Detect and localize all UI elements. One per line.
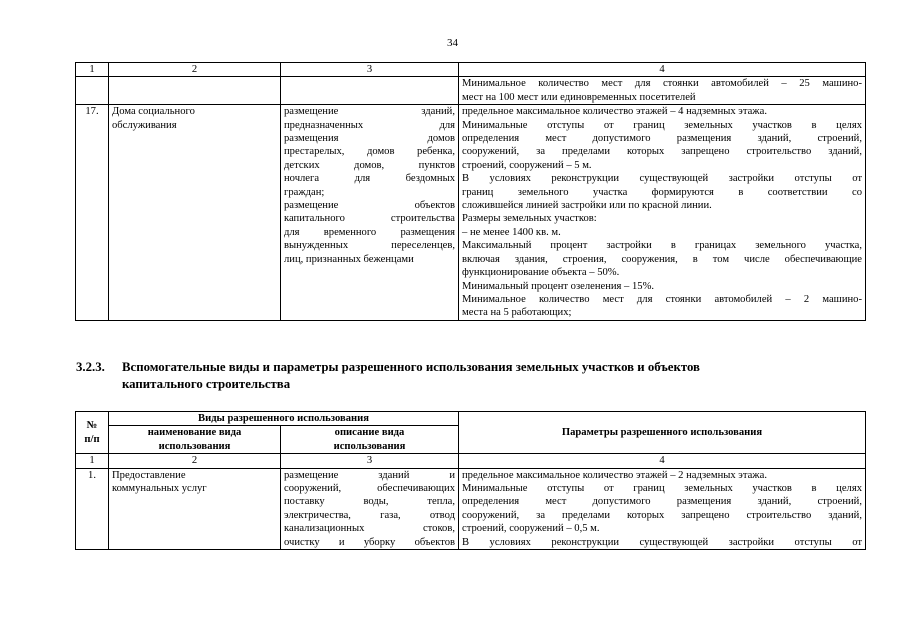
cell-empty (109, 77, 281, 105)
text-line: граждан; (284, 186, 325, 198)
section-title-line-2: капитального строительства (122, 377, 291, 391)
text-line: размещение зданий, (284, 106, 455, 118)
table-row-1 (76, 468, 866, 549)
col-number-2: 2 (109, 63, 281, 77)
text-line: размещение объектов (284, 200, 455, 212)
text-line: обслуживания (112, 119, 177, 131)
text-line: сложившейся линией застройки или по красной линии. (462, 200, 712, 212)
text-line: места на 5 работающих; (462, 307, 572, 319)
text-line: сооружений, за пределами которых запрещено строительство зданий, (462, 146, 862, 158)
text-line: определения мест допустимого размещения зданий, строений, (462, 133, 862, 145)
table-header-row (76, 63, 866, 77)
text-line: функционирование объекта – 50%. (462, 267, 620, 279)
table-row-17 (76, 105, 866, 321)
text-line: коммунальных услуг (112, 483, 207, 495)
header-number: № п/п (76, 412, 109, 454)
text-line: В условиях реконструкции существующей застройки отступы от (462, 173, 862, 185)
text-line: Минимальный процент озеленения – 15%. (462, 280, 655, 292)
text-line: включая здания, строения, сооружения, в том числе обеспечивающие (462, 253, 862, 265)
text-line: вынужденных переселенцев, (284, 240, 455, 252)
col-number-2: 2 (109, 454, 281, 468)
text-line: размещения домов (284, 133, 455, 145)
page-number: 34 (447, 37, 458, 49)
text-line: предельное максимальное количество этажей – 2 надземных этажа. (462, 469, 767, 481)
text-line: ночлега для бездомных (284, 173, 455, 185)
table-column-numbers-row (76, 454, 866, 468)
cell-use-name (109, 105, 281, 321)
text-line: Минимальное количество мест для стоянки автомобилей – 2 машино- (462, 293, 862, 305)
text-line: определения мест допустимого размещения зданий, строений, (462, 496, 862, 508)
text-line: строений, сооружений – 0,5 м. (462, 523, 600, 535)
text-line: Дома социального (112, 106, 195, 118)
header-group: Виды разрешенного использования (109, 412, 459, 426)
text-line: электричества, газа, отвод (284, 509, 455, 521)
section-title-line-1: Вспомогательные виды и параметры разрешенного использования земельных участков и объектов (122, 360, 700, 374)
text-line: лиц, признанных беженцами (284, 253, 414, 265)
text-line: престарелых, домов ребенка, (284, 146, 455, 158)
text-line: размещение зданий и (284, 469, 455, 481)
text-line: Предоставление (112, 469, 186, 481)
table-permitted-uses-main (75, 62, 866, 321)
text-line: Максимальный процент застройки в границах земельного участка, (462, 240, 862, 252)
text-line: капитального строительства (284, 213, 455, 225)
text-line: поставку воды, тепла, (284, 496, 455, 508)
col-number-3: 3 (281, 454, 459, 468)
header-parameters: Параметры разрешенного использования (459, 412, 866, 454)
row-number: 1. (76, 468, 109, 549)
cell-use-description (281, 105, 459, 321)
text-line: – не менее 1400 кв. м. (462, 226, 561, 238)
cell-empty (281, 77, 459, 105)
text-line: Размеры земельных участков: (462, 213, 597, 225)
text-line: детских домов, пунктов (284, 159, 455, 171)
text-line: В условиях реконструкции существующей застройки отступы от (462, 536, 862, 548)
text-line: для временного размещения (284, 226, 455, 238)
table-header-row (76, 412, 866, 426)
col-number-4: 4 (459, 454, 866, 468)
col-number-1: 1 (76, 63, 109, 77)
col-number-3: 3 (281, 63, 459, 77)
text-line: сооружений, за пределами которых запрещено строительство зданий, (462, 509, 862, 521)
cell-use-parameters (459, 105, 866, 321)
text-line: Минимальные отступы от границ земельных участков в целях (462, 119, 862, 131)
text-line: границ земельного участка формируются в соответствии со (462, 186, 862, 198)
text-line: Минимальные отступы от границ земельных участков в целях (462, 483, 862, 495)
header-use-description: описание вида использования (281, 426, 459, 454)
text-line: предельное максимальное количество этажей – 4 надземных этажа. (462, 106, 767, 118)
col-number-1: 1 (76, 454, 109, 468)
text-line: строений, сооружений – 5 м. (462, 159, 592, 171)
header-use-name: наименование вида использования (109, 426, 281, 454)
section-heading (76, 359, 846, 393)
section-number: 3.2.3. (76, 360, 105, 374)
table-row-continuation (76, 77, 866, 105)
text-line: Минимальное количество мест для стоянки автомобилей – 25 машино- (462, 78, 862, 90)
cell-params-continued (459, 77, 866, 105)
text-line: мест на 100 мест или единовременных посетителей (462, 91, 696, 103)
cell-empty (76, 77, 109, 105)
text-line: предназначенных для (284, 119, 455, 131)
text-line: канализационных стоков, (284, 523, 455, 535)
row-number: 17. (76, 105, 109, 321)
cell-use-description (281, 468, 459, 549)
text-line: сооружений, обеспечивающих (284, 483, 455, 495)
table-auxiliary-uses (75, 411, 866, 550)
col-number-4: 4 (459, 63, 866, 77)
text-line: очистку и уборку объектов (284, 536, 455, 548)
cell-use-name (109, 468, 281, 549)
cell-use-parameters (459, 468, 866, 549)
